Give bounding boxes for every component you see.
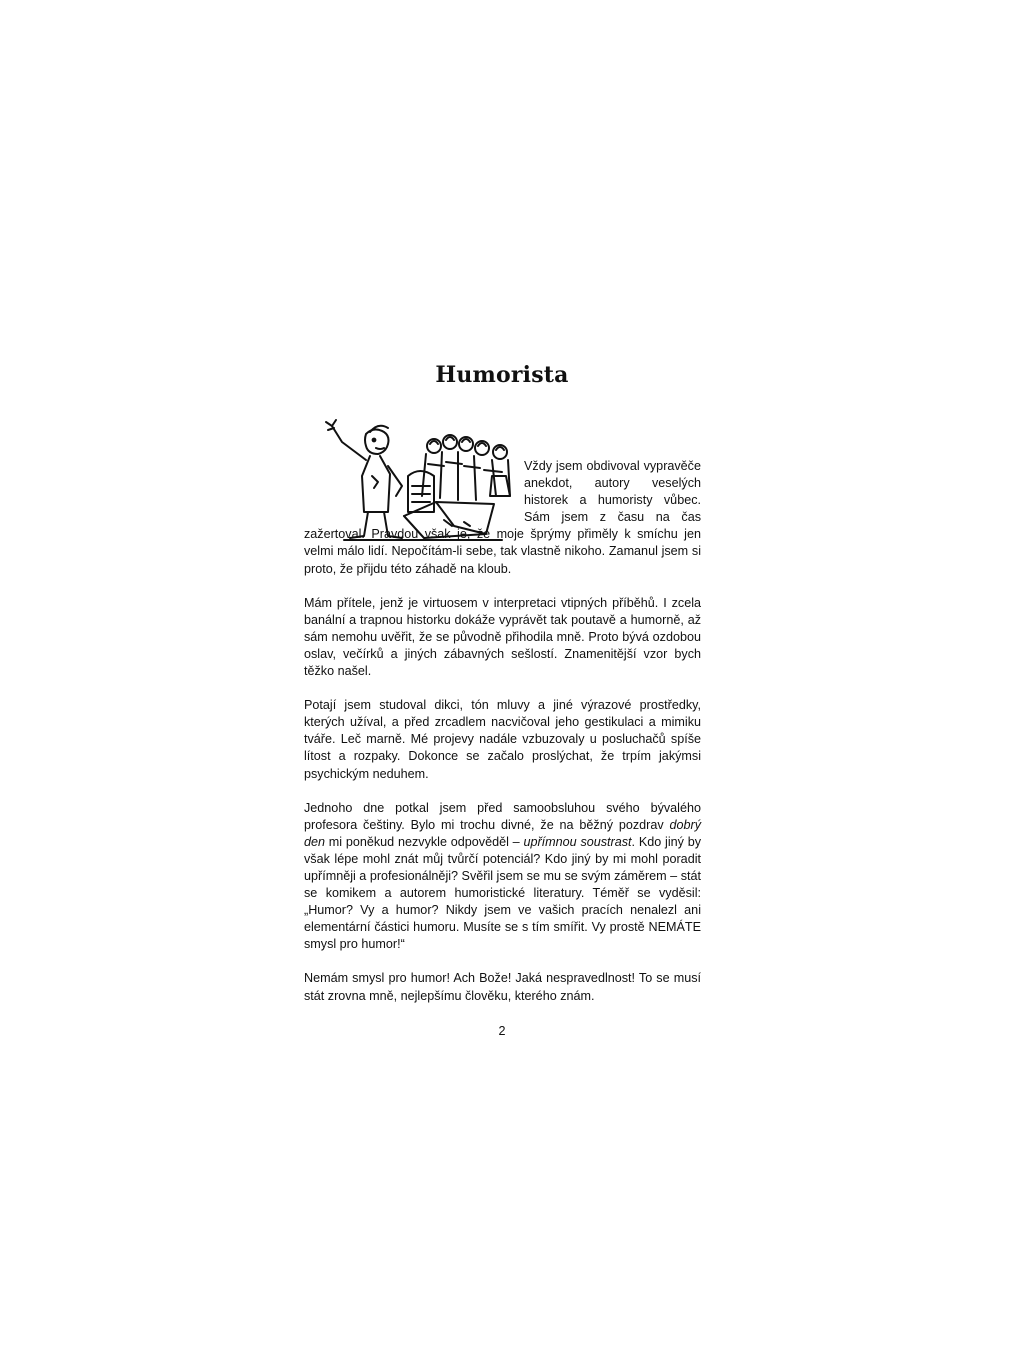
chapter-text — [304, 458, 701, 1022]
text-run: Nemám smysl pro humor! Ach Bože! Jaká nespravedlnost! To se musí stát zrovna mně, nejlepšímu člověku, kterého znám. — [304, 971, 701, 1003]
page-number: 2 — [498, 1024, 506, 1038]
emphasized-phrase: dobrý den — [304, 817, 701, 849]
text-run: Potají jsem studoval dikci, tón mluvy a jiné výrazové prostředky, kterých užíval, a před zrcadlem nacvičoval jeho gestikulaci a mimiku tváře. Leč marně. Mé projevy nadále vzbuzovaly u posluchačů spíše lítost a rozpaky. Dokonce se začalo proslýchat, že trpím jakýmsi psychickým neduhem. — [304, 698, 701, 781]
text-run: Jednoho dne potkal jsem před samoobsluhou svého bývalého profesora češtiny. Bylo mi trochu divné, že na běžný pozdrav — [304, 800, 701, 832]
page-title: Humorista — [435, 362, 569, 388]
text-run: . Kdo jiný by však lépe mohl znát můj tvůrčí potenciál? Kdo jiný by mi mohl poradit upřímněji a profesionálněji? Svěřil jsem se mu se svým záměrem – stát se komikem a autorem humoristické literatury. Téměř se vyděsil: „Humor? Vy a humor? Nikdy jsem ve vašich pracích nenalezl ani elementární částici humoru. Musíte se s tím smířit. Vy prostě NEMÁTE smysl pro humor!“ — [304, 834, 701, 952]
text-run: mi poněkud nezvykle odpověděl – — [325, 834, 524, 849]
paragraph-3 — [304, 697, 701, 782]
paragraph-4 — [304, 800, 701, 954]
funeral-cartoon-illustration — [304, 418, 524, 510]
paragraph-5 — [304, 970, 701, 1004]
text-run: Mám přítele, jenž je virtuosem v interpretaci vtipných příběhů. I zcela banální a trapnou historku dokáže vyprávět tak poutavě a humorně, až sám nemohu uvěřit, že se původně přihodila mně. Proto bývá ozdobou oslav, večírků a jiných zábavných sešlostí. Znamenitější vzor bych těžko našel. — [304, 595, 701, 679]
paragraph-2 — [304, 595, 701, 680]
text-run: Vždy jsem obdivoval vypravěče anekdot, autory veselých historek a humoristy vůbec. Sám jsem z času na čas zažertoval. Pravdou však je, že moje šprýmy přiměly k smíchu jen velmi málo lidí. Nepočítám-li sebe, tak vlastně nikoho. Zamanul jsem si proto, že přijdu této záhadě na kloub. — [304, 459, 701, 576]
emphasized-phrase: upřímnou soustrast — [523, 834, 632, 849]
